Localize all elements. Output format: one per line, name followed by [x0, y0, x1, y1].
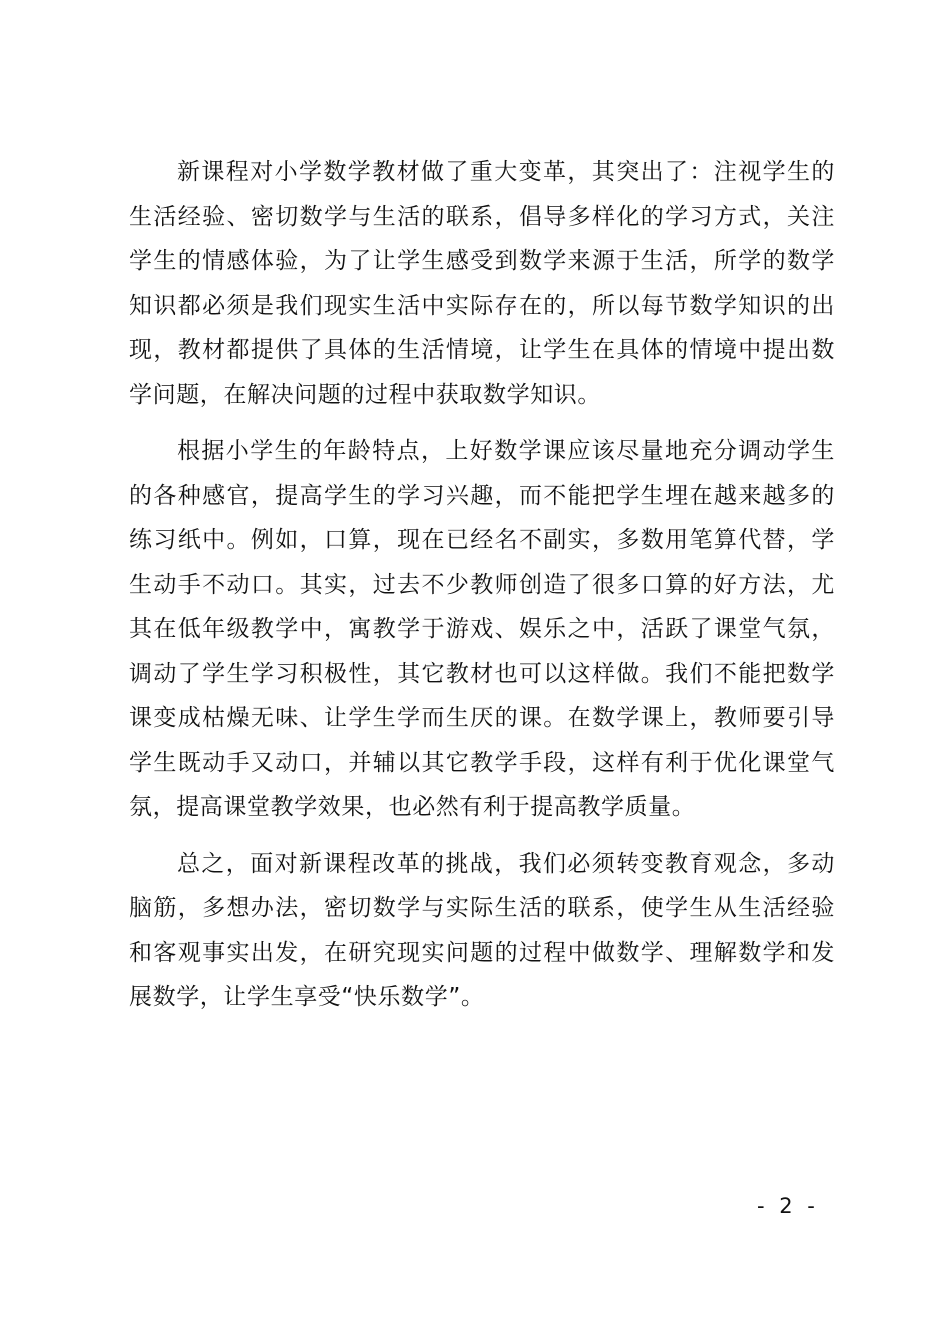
document-body: [129, 150, 835, 1032]
page-number: - 2 -: [757, 1194, 819, 1218]
paragraph: 总之，面对新课程改革的挑战，我们必须转变教育观念，多动脑筋，多想办法，密切数学与实际生活的联系，使学生从生活经验和客观事实出发，在研究现实问题的过程中做数学、理解数学和发展数学，让学生享受“快乐数学”。: [129, 850, 835, 1010]
paragraph: 新课程对小学数学教材做了重大变革，其突出了：注视学生的生活经验、密切数学与生活的联系，倡导多样化的学习方式，关注学生的情感体验，为了让学生感受到数学来源于生活，所学的数学知识都必须是我们现实生活中实际存在的，所以每节数学知识的出现，教材都提供了具体的生活情境，让学生在具体的情境中提出数学问题，在解决问题的过程中获取数学知识。: [129, 159, 835, 408]
paragraph: 根据小学生的年龄特点，上好数学课应该尽量地充分调动学生的各种感官，提高学生的学习兴趣，而不能把学生埋在越来越多的练习纸中。例如，口算，现在已经名不副实，多数用笔算代替，学生动手不动口。其实，过去不少教师创造了很多口算的好方法，尤其在低年级教学中，寓教学于游戏、娱乐之中，活跃了课堂气氛，调动了学生学习积极性，其它教材也可以这样做。我们不能把数学课变成枯燥无味、让学生学而生厌的课。在数学课上，教师要引导学生既动手又动口，并辅以其它教学手段，这样有利于优化课堂气氛，提高课堂教学效果，也必然有利于提高教学质量。: [129, 438, 835, 820]
